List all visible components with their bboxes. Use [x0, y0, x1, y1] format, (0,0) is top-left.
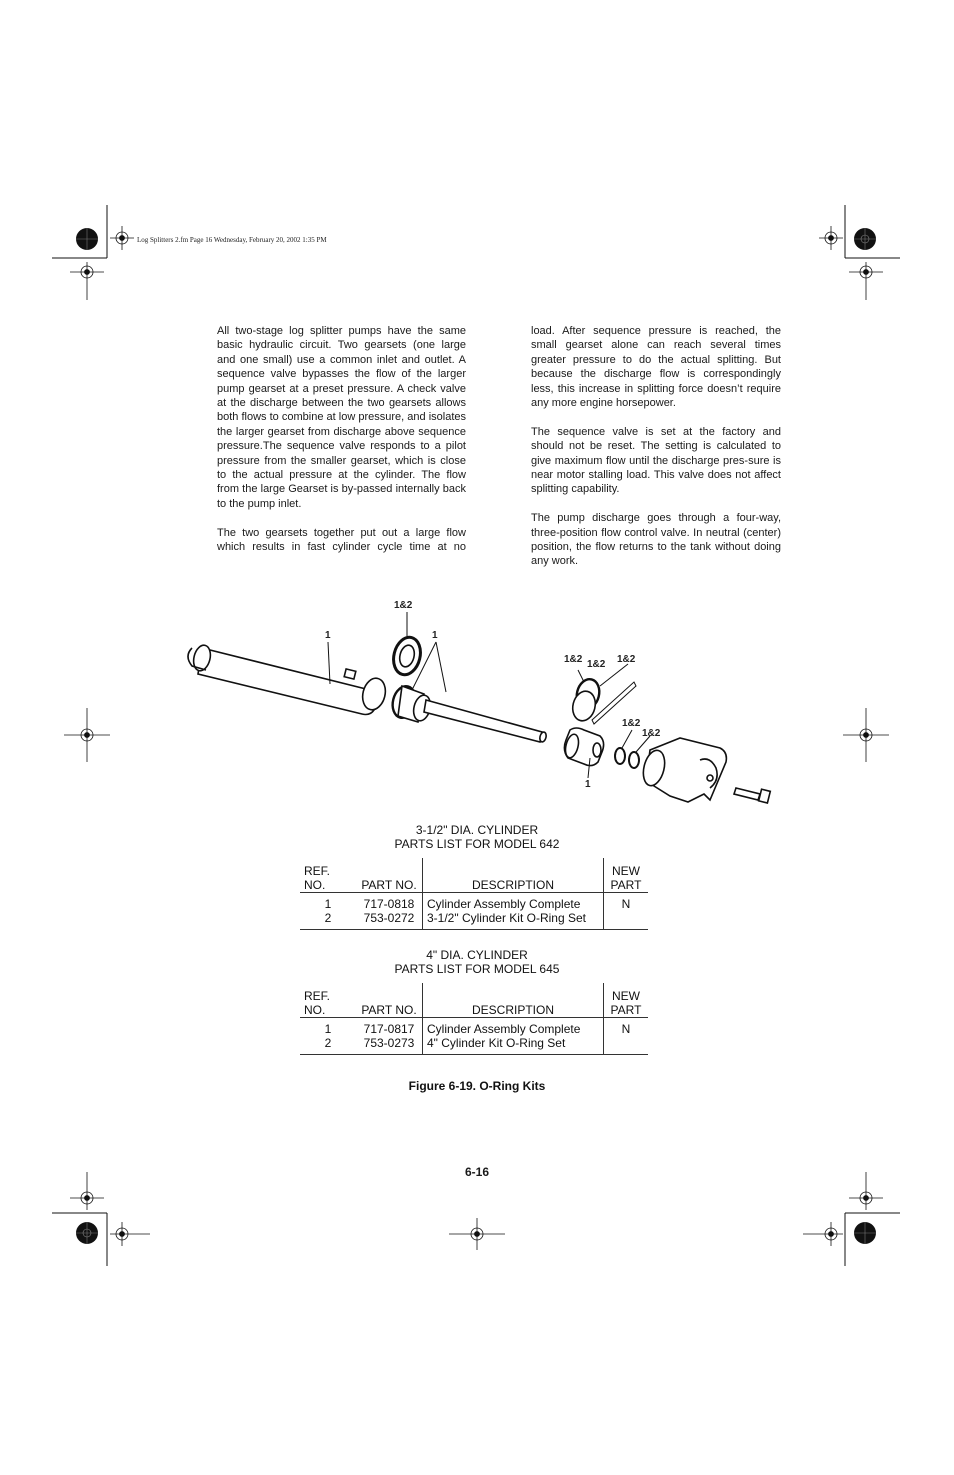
paragraph: load. After sequence pressure is reached, the small gearset alone can reach several times greater pressure to do the actual splitting. But because the discharge flow is correspondingly less, this increase in splitting force doesn’t require any more engine horsepower. [531, 325, 781, 410]
part-no-cell: 717-0818 [363, 897, 415, 911]
description-cell: Cylinder Assembly Complete [427, 897, 581, 911]
description-header: DESCRIPTION [423, 983, 604, 1018]
new-part-header: PART [610, 1003, 642, 1017]
paragraph: The sequence valve is set at the factory and should not be reset. The setting is calculated to give maximum flow until the discharge pres-sure is near motor stalling load. This valve does not affect splitting capability. [531, 425, 781, 496]
description-header: DESCRIPTION [423, 858, 604, 893]
description-cell: 3-1/2" Cylinder Kit O-Ring Set [427, 911, 586, 925]
paragraph: The pump discharge goes through a four-way, three-position flow control valve. In neutral (center) position, the flow returns to the tank without doing any work. [531, 512, 781, 568]
new-part-header: PART [610, 878, 642, 892]
ref-header: REF. [304, 864, 331, 878]
description-cell: Cylinder Assembly Complete [427, 1022, 581, 1036]
ref-header: REF. [304, 989, 331, 1003]
ref-header: NO. [304, 878, 326, 892]
new-part-header: NEW [612, 864, 640, 878]
ref-cell: 2 [324, 911, 332, 925]
callout-label: 1 [325, 630, 331, 641]
page-number: 6-16 [464, 1165, 490, 1179]
new-part-cell: N [604, 1018, 649, 1055]
paragraph: All two-stage log splitter pumps have the same basic hydraulic circuit. Two gearsets (one large and one small) use a common inlet and outlet. A sequence valve bypasses the flow of the larger pump gearset at a preset pressure. A check valve at the discharge between the two gearsets allows both flows to combine at low pressure, and isolates the larger gearset from discharge above sequence pressure.The sequence valve responds to a pilot pressure from the smaller gearset, which is close to the actual pressure at the cylinder. The flow from the large Gearset is by-passed internally back to the pump inlet. [217, 325, 466, 510]
ref-cell: 1 [324, 897, 332, 911]
callout-label: 1&2 [564, 654, 583, 665]
callout-label: 1&2 [587, 659, 606, 670]
figure-caption: Figure 6-19. O-Ring Kits [408, 1079, 546, 1093]
table-row [300, 1018, 648, 1055]
description-cell: 4" Cylinder Kit O-Ring Set [427, 1036, 566, 1050]
new-part-cell: N [604, 893, 649, 930]
part-no-header: PART NO. [356, 858, 423, 893]
table-title: 4" DIA. CYLINDER [426, 948, 528, 962]
callout-label: 1&2 [394, 600, 413, 611]
ref-cell: 1 [324, 1022, 332, 1036]
callout-label: 1&2 [622, 718, 641, 729]
table-subtitle: PARTS LIST FOR MODEL 642 [394, 837, 560, 851]
parts-table-645 [300, 983, 648, 1055]
table-title: 3-1/2" DIA. CYLINDER [415, 823, 539, 837]
left-text-column [217, 324, 466, 569]
table-subtitle: PARTS LIST FOR MODEL 645 [394, 962, 560, 976]
callout-label: 1 [432, 630, 438, 641]
part-no-header: PART NO. [356, 983, 423, 1018]
right-text-column [531, 324, 781, 583]
callout-label: 1 [585, 779, 591, 790]
callout-label: 1&2 [617, 654, 636, 665]
ref-cell: 2 [324, 1036, 332, 1050]
parts-table-642 [300, 858, 648, 930]
cylinder-exploded-diagram [180, 590, 790, 810]
ref-header: NO. [304, 1003, 326, 1017]
callout-label: 1&2 [642, 728, 661, 739]
part-no-cell: 753-0272 [363, 911, 415, 925]
new-part-header: NEW [612, 989, 640, 1003]
paragraph: The two gearsets together put out a large flow which results in fast cylinder cycle time at no [217, 526, 466, 554]
part-no-cell: 717-0817 [363, 1022, 415, 1036]
part-no-cell: 753-0273 [363, 1036, 415, 1050]
slug-line: Log Splitters 2.fm Page 16 Wednesday, February 20, 2002 1:35 PM [137, 236, 327, 244]
table-row [300, 893, 648, 930]
